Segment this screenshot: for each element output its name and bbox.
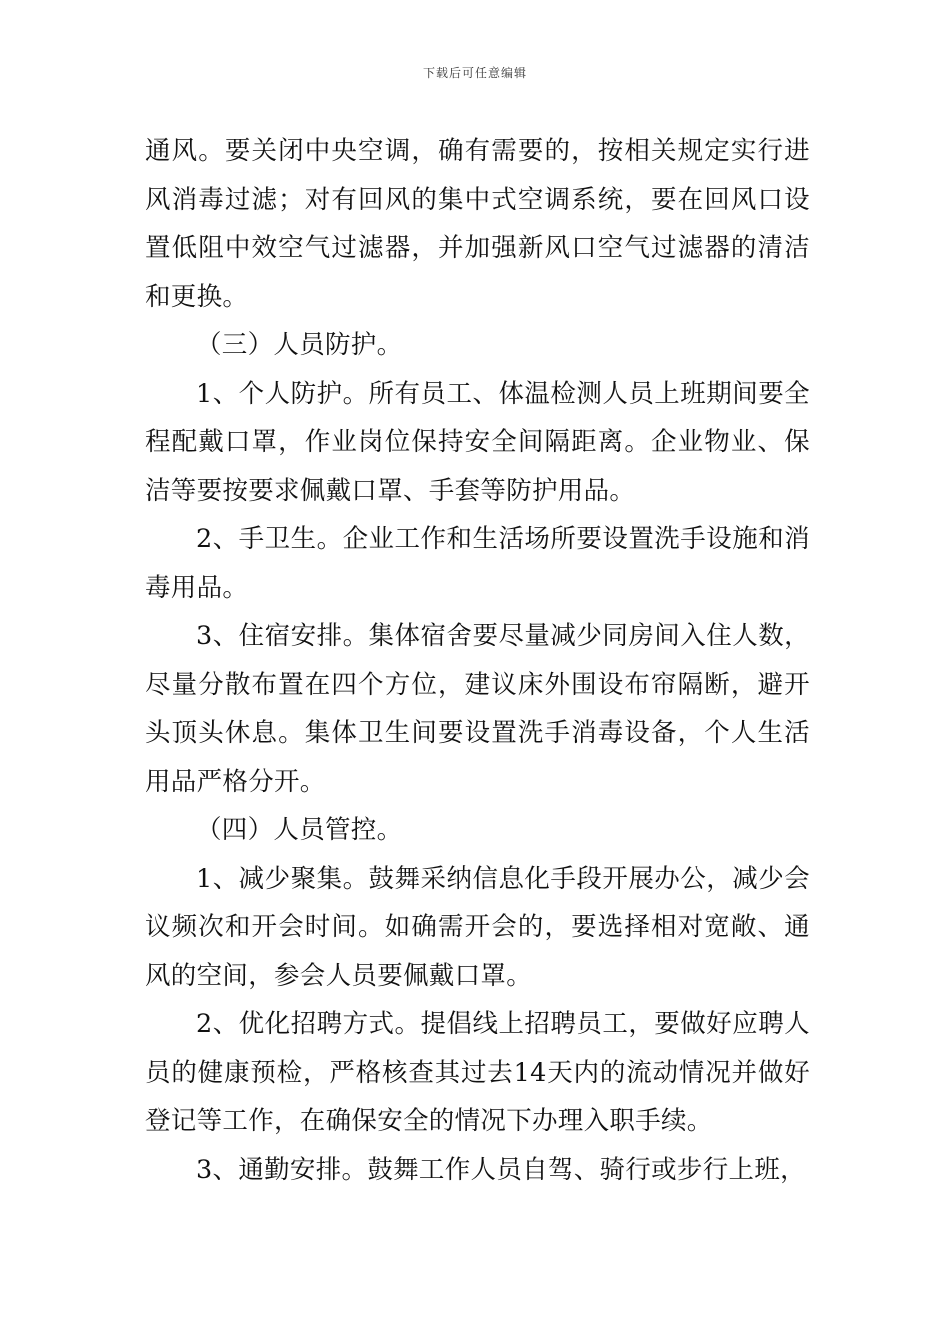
paragraph-recruitment: 2、优化招聘方式。提倡线上招聘员工，要做好应聘人员的健康预检，严格核查其过去14天内的流动情况并做好登记等工作，在确保安全的情况下办理入职手续。 xyxy=(145,1009,810,1136)
header-note: 下载后可任意编辑 xyxy=(422,66,527,80)
paragraph-personal-protection: 1、个人防护。所有员工、体温检测人员上班期间要全程配戴口罩，作业岗位保持安全间隔距离。企业物业、保洁等要按要求佩戴口罩、手套等防护用品。 xyxy=(145,378,810,506)
paragraph-reduce-gathering: 1、减少聚集。鼓舞采纳信息化手段开展办公，减少会议频次和开会时间。如确需开会的，要选择相对宽敞、通风的空间，参会人员要佩戴口罩。 xyxy=(145,863,810,991)
paragraph-commute: 3、通勤安排。鼓舞工作人员自驾、骑行或步行上班， xyxy=(196,1154,806,1185)
paragraph-accommodation: 3、住宿安排。集体宿舍要尽量减少同房间入住人数，尽量分散布置在四个方位，建议床外围设布帘隔断，避开头顶头休息。集体卫生间要设置洗手消毒设备，个人生活用品严格分开。 xyxy=(145,621,810,797)
section-heading-personnel-control: （四）人员管控。 xyxy=(196,815,403,845)
document-body xyxy=(145,127,810,1194)
section-heading-personnel-protection: （三）人员防护。 xyxy=(196,330,403,360)
paragraph-ventilation-continued: 通风。要关闭中央空调，确有需要的，按相关规定实行进风消毒过滤；对有回风的集中式空调系统，要在回风口设置低阻中效空气过滤器，并加强新风口空气过滤器的清洁和更换。 xyxy=(145,136,810,312)
paragraph-hand-hygiene: 2、手卫生。企业工作和生活场所要设置洗手设施和消毒用品。 xyxy=(145,524,810,603)
